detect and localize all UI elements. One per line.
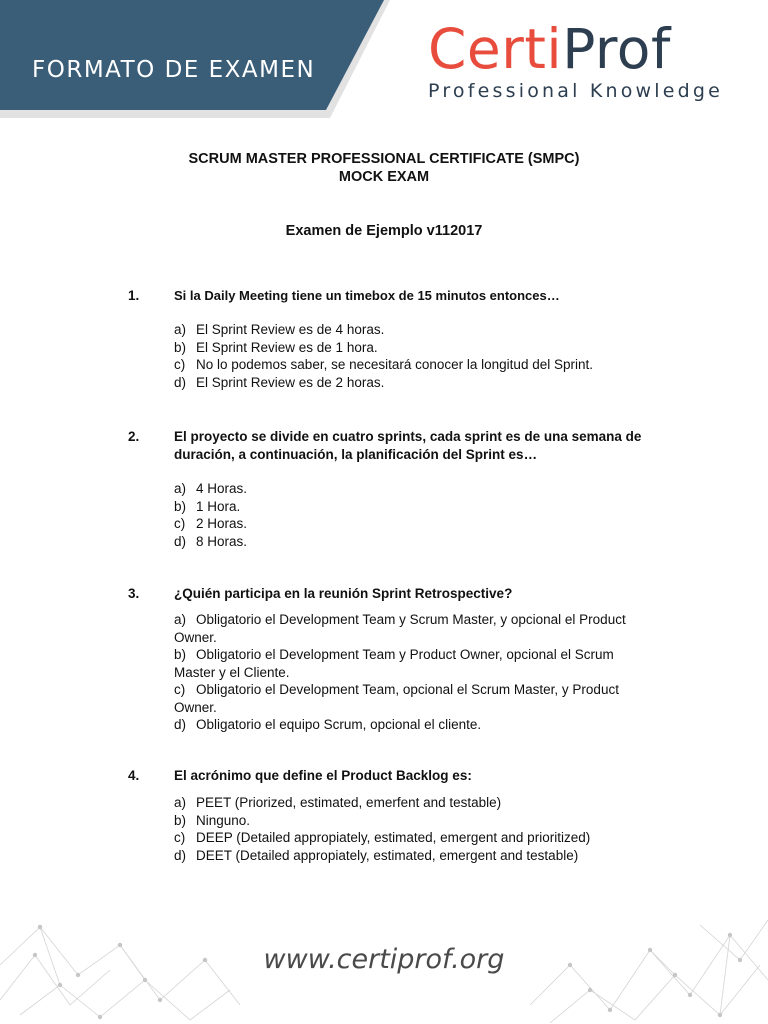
option-text: 1 Hora. <box>196 498 241 514</box>
option-b <box>174 646 639 681</box>
option-b <box>174 339 668 357</box>
option-text: El Sprint Review es de 1 hora. <box>196 339 378 355</box>
option-letter: d) <box>174 533 187 549</box>
option-letter: b) <box>174 498 187 514</box>
option-letter: c) <box>174 830 186 845</box>
document-heading <box>0 150 768 240</box>
option-text: Obligatorio el Development Team y Product Owner, opcional el Scrum Master y el Cliente. <box>174 647 614 680</box>
document-subtitle: Examen de Ejemplo v112017 <box>285 223 483 239</box>
footer-website: www.certiprof.org <box>263 944 505 975</box>
option-c <box>174 356 668 374</box>
option-letter: b) <box>174 812 187 828</box>
option-d <box>174 847 668 865</box>
logo-part-certi: Certi <box>428 17 563 81</box>
question-number: 2. <box>128 429 140 444</box>
option-text: 8 Horas. <box>196 533 248 549</box>
option-text: 2 Horas. <box>196 516 248 531</box>
option-b <box>174 498 668 516</box>
option-a <box>174 794 668 812</box>
question-number: 4. <box>128 768 140 783</box>
option-letter: d) <box>174 717 187 732</box>
option-letter: d) <box>174 374 187 390</box>
question-text: ¿Quién participa en la reunión Sprint Retrospective? <box>174 586 513 601</box>
option-a <box>174 611 639 646</box>
question-number: 1. <box>128 288 140 303</box>
option-text: Obligatorio el equipo Scrum, opcional el cliente. <box>196 717 482 732</box>
option-text: 4 Horas. <box>196 481 248 496</box>
option-list <box>174 321 668 391</box>
question-text: El acrónimo que define el Product Backlog es: <box>174 768 472 783</box>
option-d <box>174 374 668 392</box>
option-list <box>174 611 639 734</box>
certiprof-logo <box>428 18 748 102</box>
option-text: El Sprint Review es de 4 horas. <box>196 322 385 337</box>
option-d <box>174 716 639 734</box>
option-b <box>174 812 668 830</box>
question-1 <box>128 287 668 391</box>
option-text: DEET (Detailed appropiately, estimated, emergent and testable) <box>196 847 579 863</box>
option-letter: a) <box>174 481 187 496</box>
logo-part-prof: Prof <box>562 17 671 81</box>
option-c <box>174 829 668 847</box>
option-text: DEEP (Detailed appropiately, estimated, emergent and prioritized) <box>196 830 591 845</box>
banner-title: FORMATO DE EXAMEN <box>32 57 316 83</box>
option-text: PEET (Priorized, estimated, emerfent and testable) <box>196 795 502 810</box>
option-letter: c) <box>174 357 186 372</box>
option-text: El Sprint Review es de 2 horas. <box>196 374 385 390</box>
question-4 <box>128 767 668 864</box>
logo-tagline: Professional Knowledge <box>428 80 724 102</box>
option-text: No lo podemos saber, se necesitará conocer la longitud del Sprint. <box>196 357 593 372</box>
option-letter: b) <box>174 339 187 355</box>
option-letter: a) <box>174 612 187 627</box>
question-2 <box>128 428 668 550</box>
option-list <box>174 794 668 864</box>
question-3 <box>128 585 648 734</box>
option-d <box>174 533 668 551</box>
document-title: SCRUM MASTER PROFESSIONAL CERTIFICATE (SMPC) <box>188 151 580 167</box>
question-text: El proyecto se divide en cuatro sprints, cada sprint es de una semana de duración, a continuación, la planificación del Sprint es… <box>174 429 642 462</box>
question-text: Si la Daily Meeting tiene un timebox de 15 minutos entonces… <box>174 288 560 303</box>
option-letter: a) <box>174 795 187 810</box>
option-letter: c) <box>174 682 186 697</box>
option-text: Obligatorio el Development Team y Scrum Master, y opcional el Product Owner. <box>174 612 626 645</box>
header-banner <box>0 0 390 118</box>
option-a <box>174 480 668 498</box>
option-letter: a) <box>174 322 187 337</box>
option-letter: d) <box>174 847 187 863</box>
option-text: Obligatorio el Development Team, opcional el Scrum Master, y Product Owner. <box>174 682 619 715</box>
option-text: Ninguno. <box>196 812 251 828</box>
option-c <box>174 515 668 533</box>
option-a <box>174 321 668 339</box>
option-letter: c) <box>174 516 186 531</box>
option-list <box>174 480 668 550</box>
option-letter: b) <box>174 647 187 662</box>
option-c <box>174 681 639 716</box>
question-number: 3. <box>128 586 140 601</box>
document-title-line2: MOCK EXAM <box>338 169 430 185</box>
